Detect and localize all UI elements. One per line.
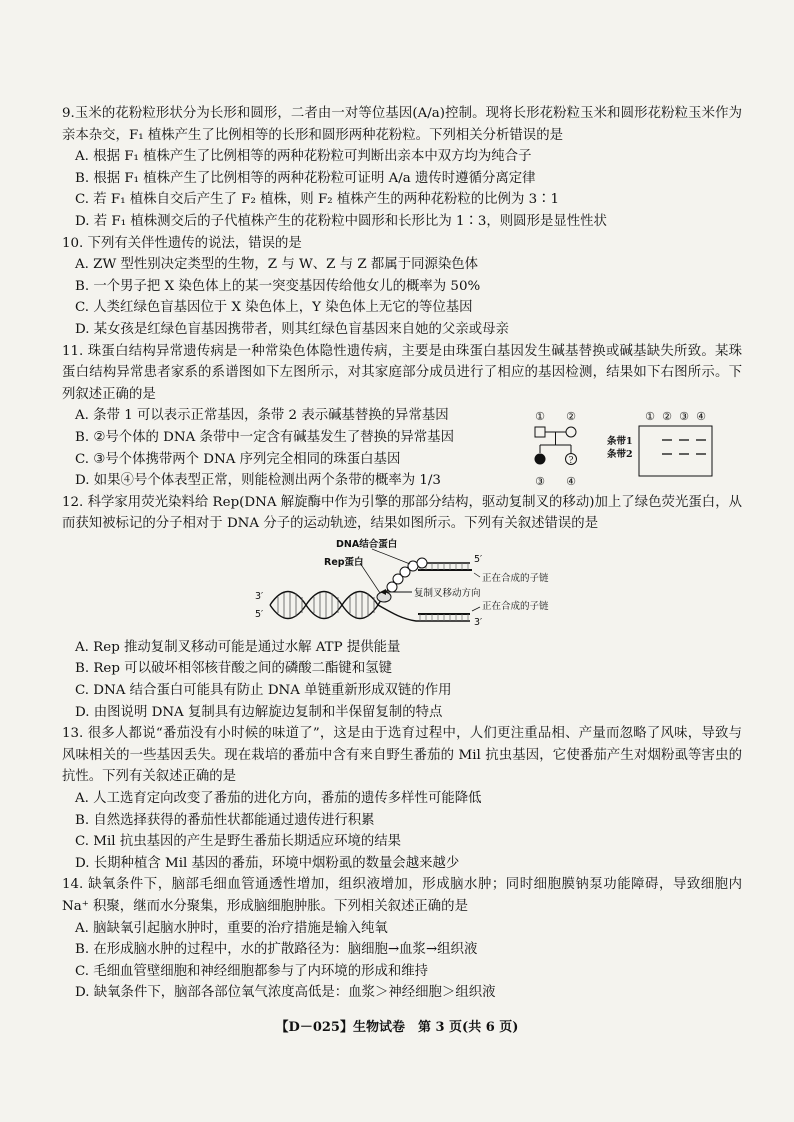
option-c: C. ③号个体携带两个 DNA 序列完全相同的珠蛋白基因 (75, 451, 401, 467)
question-mark: ? (568, 455, 574, 466)
pedigree-label-4: ④ (566, 474, 576, 488)
option-d: D. 若 F₁ 植株测交后的子代植株产生的花粉粒中圆形和长形比为 1∶3，则圆形是显性性状 (75, 213, 607, 229)
mother-circle (566, 427, 576, 437)
option-d: D. 长期种植含 Mil 基因的番茄，环境中烟粉虱的数量会越来越少 (75, 855, 460, 871)
option-c: C. DNA 结合蛋白可能具有防止 DNA 单链重新形成双链的作用 (75, 683, 452, 699)
option-b: B. 在形成脑水肿的过程中，水的扩散路径为：脑细胞→血浆→组织液 (75, 942, 478, 958)
question-12 (62, 492, 742, 724)
option-b: B. ②号个体的 DNA 条带中一定含有碱基发生了替换的异常基因 (75, 429, 454, 445)
question-stem: 13. 很多人都说“番茄没有小时候的味道了”，这是由于选育过程中，人们更注重品相、产量而忽略了风味，导致与风味相关的一些基因丢失。现在栽培的番茄中含有来自野生番茄的 Mil 抗虫基因，它使番茄产生对烟粉虱等害虫的抗性。下列有关叙述正确的是 (62, 726, 742, 785)
affected-daughter (535, 453, 546, 464)
option-a: A. Rep 推动复制叉移动可能是通过水解 ATP 提供能量 (75, 639, 401, 655)
question-9 (62, 103, 742, 233)
label-rep-protein: Rep蛋白 (324, 556, 364, 568)
label-bottom-end: 3′ (474, 616, 483, 628)
option-c: C. 毛细血管壁细胞和神经细胞都参与了内环境的形成和维持 (75, 963, 429, 979)
option-b: B. 根据 F₁ 植株产生了比例相等的两种花粉粒可证明 A/a 遗传时遵循分离定律 (75, 170, 536, 186)
label-left-top-end: 3′ (255, 590, 264, 602)
pedigree-label-3: ③ (535, 474, 545, 488)
base-pairs (278, 592, 374, 618)
band-label-2: 条带2 (607, 448, 633, 460)
gel-result (607, 410, 712, 476)
question-10 (62, 233, 742, 341)
question-stem: 11. 珠蛋白结构异常遗传病是一种常染色体隐性遗传病，主要是由珠蛋白基因发生碱基替换或碱基缺失所致。某珠蛋白结构异常患者家系的系谱图如下左图所示，对其家庭部分成员进行了相应的基因检测，结果如下右图所示。下列叙述正确的是 (62, 343, 742, 402)
label-dna-binding-protein: DNA结合蛋白 (336, 538, 398, 550)
option-a: A. ZW 型性别决定类型的生物，Z 与 W、Z 与 Z 都属于同源染色体 (75, 257, 479, 273)
label-fork-direction: 复制叉移动方向 (414, 587, 481, 599)
option-c: C. 若 F₁ 植株自交后产生了 F₂ 植株，则 F₂ 植株产生的两种花粉粒的比例为 3∶1 (75, 192, 560, 208)
option-b: B. 自然选择获得的番茄性状都能通过遗传进行积累 (75, 812, 375, 828)
option-d: D. 如果④号个体表型正常，则能检测出两个条带的概率为 1/3 (75, 473, 441, 489)
option-a: A. 脑缺氧引起脑水肿时，重要的治疗措施是输入纯氧 (75, 920, 388, 936)
option-c: C. Mil 抗虫基因的产生是野生番茄长期适应环境的结果 (75, 834, 402, 850)
gel-lane-1: ① (645, 409, 655, 423)
option-a: A. 条带 1 可以表示正常基因，条带 2 表示碱基替换的异常基因 (75, 408, 449, 424)
option-d: D. 缺氧条件下，脑部各部位氧气浓度高低是：血浆＞神经细胞＞组织液 (75, 985, 496, 1001)
father-square (535, 427, 545, 437)
question-13 (62, 723, 742, 874)
gel-frame (639, 426, 712, 476)
question-14 (62, 874, 742, 1004)
gel-lane-3: ③ (679, 409, 689, 423)
pedigree-and-gel-figure (534, 409, 734, 493)
band-label-1: 条带1 (607, 435, 633, 447)
option-d: D. 某女孩是红绿色盲基因携带者，则其红绿色盲基因来自她的父亲或母亲 (75, 321, 509, 337)
pedigree-label-2: ② (566, 409, 576, 423)
label-top-end: 5′ (474, 553, 483, 565)
options-list (62, 405, 502, 491)
label-left-bottom-end: 5′ (255, 608, 264, 620)
label-daughter-bottom: 正在合成的子链 (482, 600, 549, 612)
page-content (62, 103, 742, 1004)
option-b: B. Rep 可以破坏相邻核苷酸之间的磷酸二酯键和氢键 (75, 661, 392, 677)
label-daughter-top: 正在合成的子链 (482, 572, 549, 584)
question-stem: 12. 科学家用荧光染料给 Rep(DNA 解旋酶中作为引擎的那部分结构，驱动复制叉的移动)加上了绿色荧光蛋白，从而获知被标记的分子相对于 DNA 分子的运动轨迹，结果如图所示。下列有关叙述错误的是 (62, 494, 742, 532)
pedigree-label-1: ① (535, 409, 545, 423)
question-11 (62, 341, 742, 492)
option-a: A. 根据 F₁ 植株产生了比例相等的两种花粉粒可判断出亲本中双方均为纯合子 (75, 149, 532, 165)
replication-fork-figure (252, 535, 552, 637)
option-b: B. 一个男子把 X 染色体上的某一突变基因传给他女儿的概率为 50% (75, 278, 481, 294)
gel-lane-2: ② (662, 409, 672, 423)
page-footer: 【D－025】生物试卷 第 3 页(共 6 页) (275, 1020, 519, 1035)
question-stem: 9.玉米的花粉粒形状分为长形和圆形，二者由一对等位基因(A/a)控制。现将长形花粉粒玉米和圆形花粉粒玉米作为亲本杂交，F₁ 植株产生了比例相等的长形和圆形两种花粉粒。下列相关分析错误的是 (62, 106, 742, 143)
option-d: D. 由图说明 DNA 复制具有边解旋边复制和半保留复制的特点 (75, 704, 443, 720)
gel-lane-4: ④ (696, 409, 706, 423)
question-stem: 10. 下列有关伴性遗传的说法，错误的是 (62, 235, 302, 251)
option-a: A. 人工选育定向改变了番茄的进化方向，番茄的遗传多样性可能降低 (75, 791, 482, 807)
pedigree-chart (535, 410, 577, 488)
option-c: C. 人类红绿色盲基因位于 X 染色体上，Y 染色体上无它的等位基因 (75, 300, 473, 316)
question-stem: 14. 缺氧条件下，脑部毛细血管通透性增加，组织液增加，形成脑水肿；同时细胞膜钠泵功能障碍，导致细胞内 Na⁺ 积聚，继而水分聚集，形成脑细胞肿胀。下列相关叙述正确的是 (62, 877, 742, 914)
